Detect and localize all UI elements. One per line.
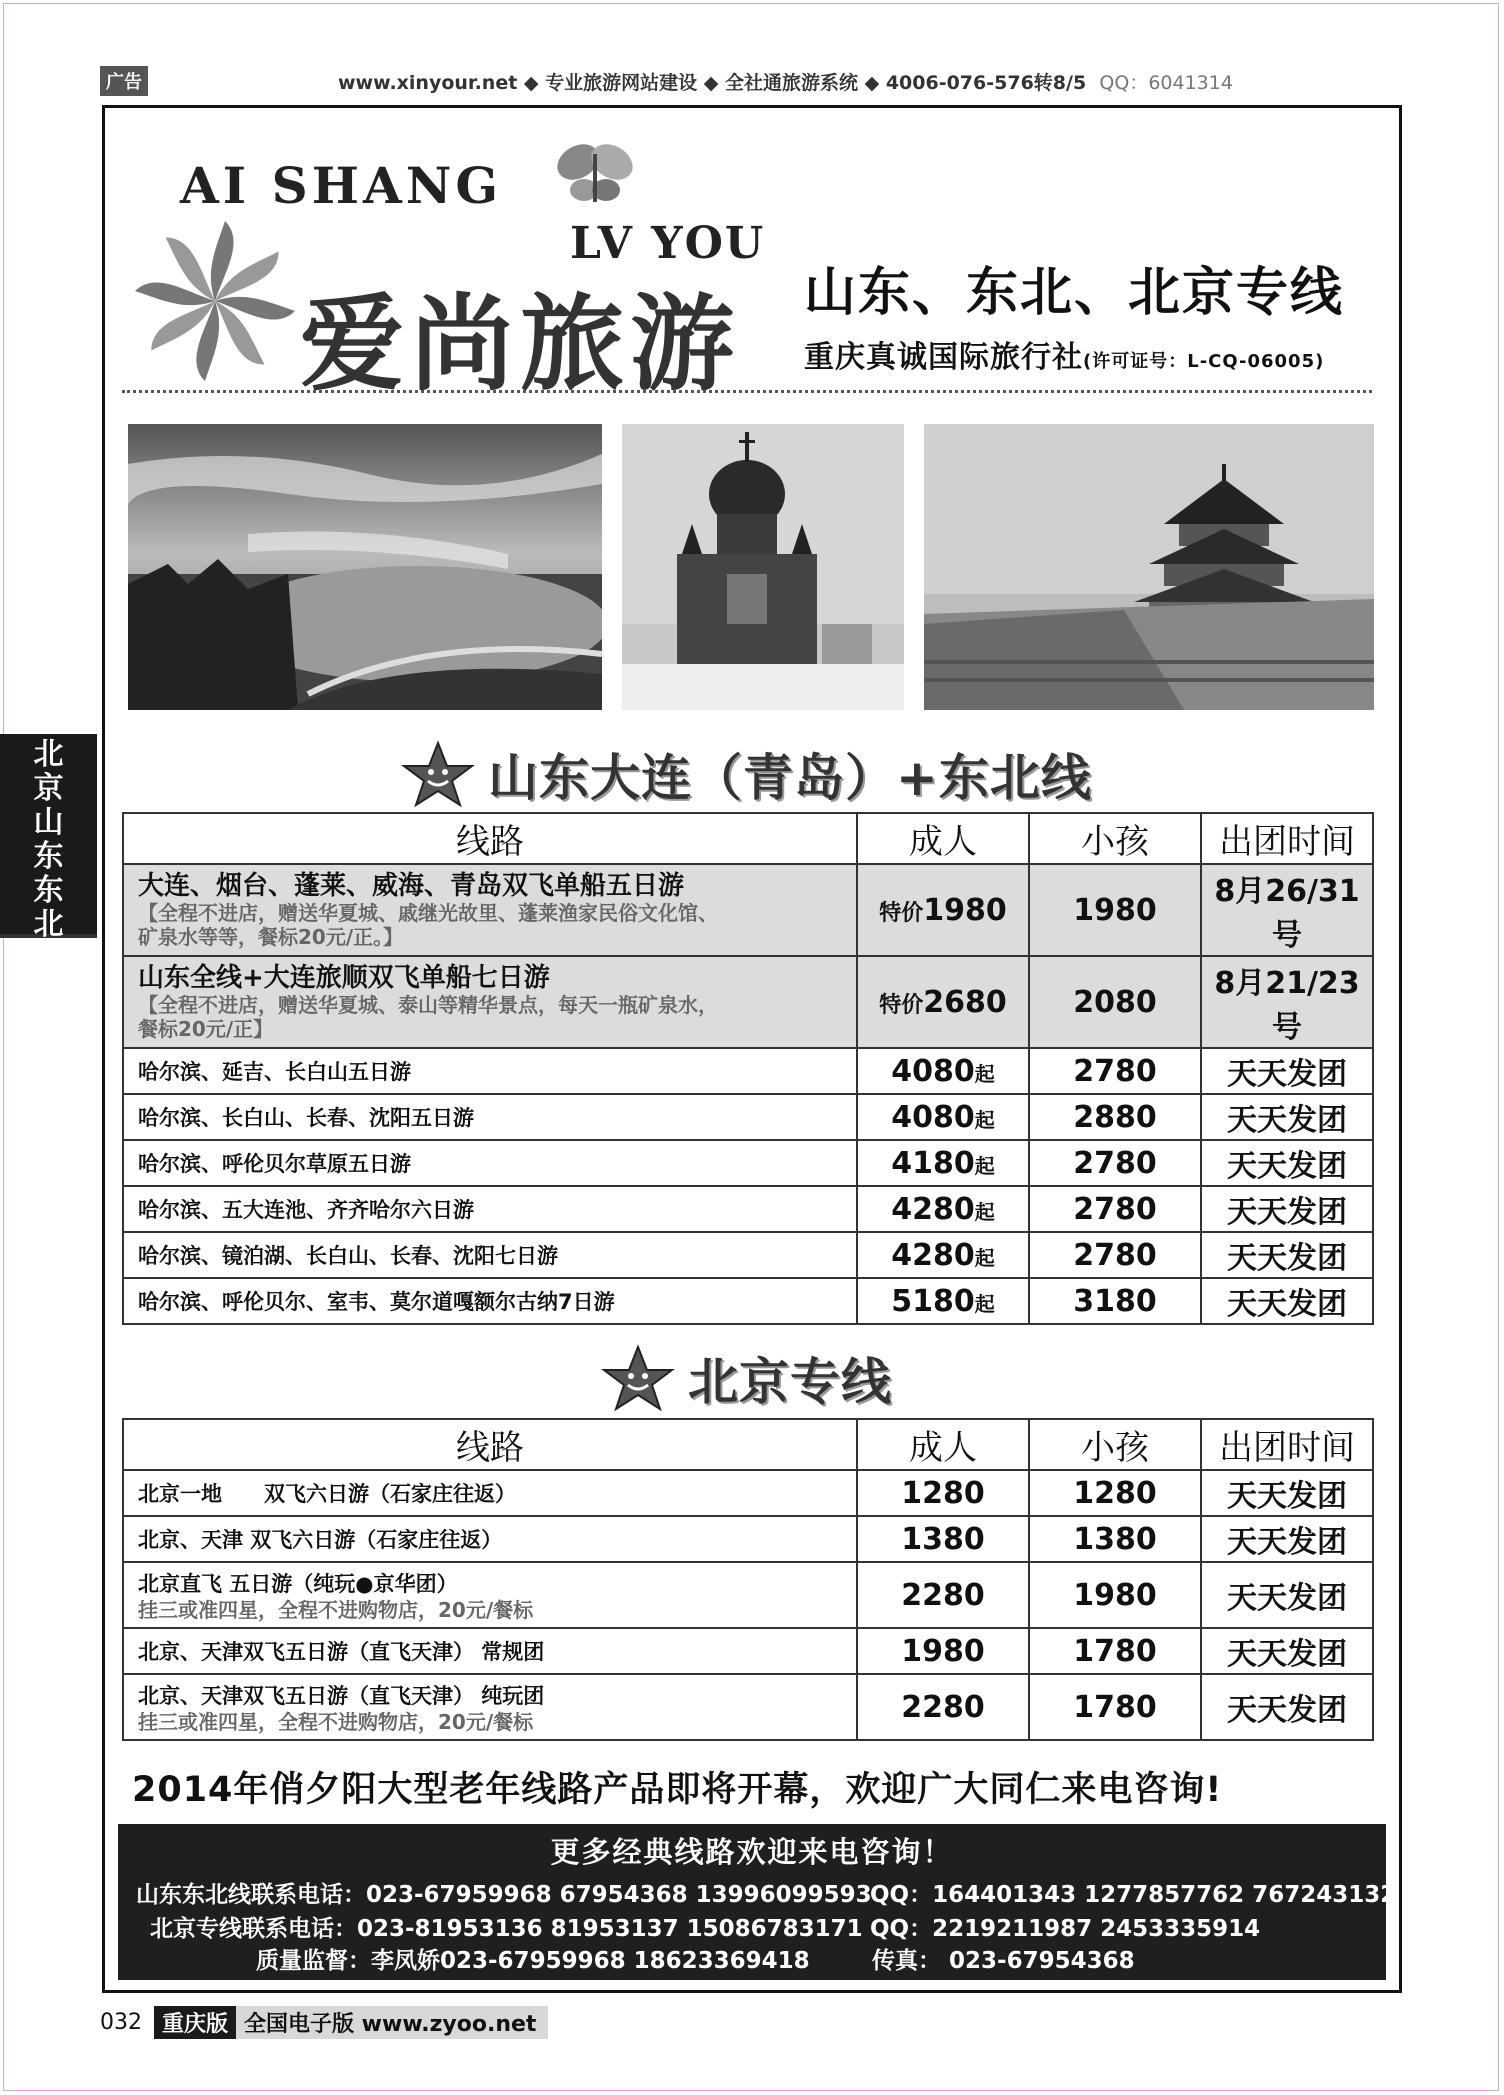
temple-of-heaven-photo — [924, 424, 1374, 710]
route-name: 哈尔滨、长白山、长春、沈阳五日游 — [123, 1094, 857, 1140]
child-price: 3180 — [1029, 1278, 1201, 1324]
child-price: 2780 — [1029, 1048, 1201, 1094]
adult-price-value: 4280 — [891, 1191, 975, 1227]
logo-english-bottom: LV YOU — [570, 218, 766, 269]
logo-english-top: AI SHANG — [180, 156, 503, 215]
section-title-text: 北京专线 — [688, 1353, 892, 1411]
departure-date: 8月21/23号 — [1201, 956, 1373, 1048]
table-row — [123, 956, 1373, 1048]
top-bar-text — [338, 68, 1233, 95]
adult-price-value: 2680 — [923, 984, 1007, 1020]
child-price: 2880 — [1029, 1094, 1201, 1140]
top-bar-services: www.xinyour.net ◆ 专业旅游网站建设 ◆ 全社通旅游系统 ◆ 4006-076-576转8/5 — [338, 71, 1087, 94]
smiley-star-icon — [400, 739, 476, 809]
table-row — [123, 1048, 1373, 1094]
side-tab-char: 东 — [33, 873, 64, 908]
contact-qq-shandong: QQ：164401343 1277857762 767243132 — [870, 1882, 1397, 1908]
header-date: 出团时间 — [1201, 1419, 1373, 1470]
contact-phones: 023-81953136 81953137 15086783171 — [357, 1916, 863, 1942]
route-name: 北京、天津 双飞六日游（石家庄往返） — [123, 1516, 857, 1562]
flower-icon — [130, 216, 300, 386]
table-row — [123, 1516, 1373, 1562]
contact-label: 山东东北线联系电话： — [136, 1882, 366, 1908]
adult-price: 1380 — [857, 1516, 1029, 1562]
route-note: 矿泉水等等，餐标20元/正。】 — [138, 925, 404, 949]
departure-date: 天天发团 — [1201, 1140, 1373, 1186]
departure-date: 天天发团 — [1201, 1470, 1373, 1516]
license-number: (许可证号：L-CQ-06005) — [1083, 351, 1325, 372]
contact-phones: 李凤娇023-67959968 18623369418 — [371, 1948, 810, 1974]
price-suffix: 起 — [974, 1245, 995, 1270]
table-header-row — [123, 813, 1373, 864]
adult-price: 1280 — [857, 1470, 1029, 1516]
child-price: 1280 — [1029, 1470, 1201, 1516]
route-table-shandong — [122, 812, 1374, 1325]
header-date: 出团时间 — [1201, 813, 1373, 864]
table-row — [123, 1140, 1373, 1186]
contact-label: 北京专线联系电话： — [150, 1916, 357, 1942]
side-tab-char: 北 — [33, 737, 64, 772]
adult-price — [857, 1278, 1029, 1324]
contact-phones: 023-67959968 67954368 13996099593 — [366, 1882, 872, 1908]
contact-line-shandong — [136, 1876, 872, 1909]
contact-title: 更多经典线路欢迎来电咨询！ — [550, 1835, 954, 1869]
table-row — [123, 1094, 1373, 1140]
departure-date: 天天发团 — [1201, 1628, 1373, 1674]
contact-qq-beijing: QQ：2219211987 2453335914 — [870, 1916, 1261, 1942]
section-title-shandong — [400, 738, 1092, 810]
side-tab-char: 北 — [33, 907, 64, 942]
page-footer — [100, 2006, 548, 2038]
adult-price — [857, 1232, 1029, 1278]
route-cell — [123, 1674, 857, 1740]
adult-price: 2280 — [857, 1562, 1029, 1628]
child-price: 1980 — [1029, 1562, 1201, 1628]
route-note: 挂三或准四星，全程不进购物店，20元/餐标 — [138, 1710, 534, 1734]
table-row — [123, 864, 1373, 956]
child-price: 1780 — [1029, 1628, 1201, 1674]
table-row — [123, 1628, 1373, 1674]
butterfly-icon — [550, 130, 640, 220]
departure-date: 天天发团 — [1201, 1562, 1373, 1628]
adult-price-value: 5180 — [891, 1283, 975, 1319]
adult-price — [857, 1048, 1029, 1094]
adult-price-value: 4280 — [891, 1237, 975, 1273]
price-suffix: 起 — [974, 1107, 995, 1132]
departure-date: 天天发团 — [1201, 1674, 1373, 1740]
header-route: 线路 — [123, 1419, 857, 1470]
footer-site: 全国电子版 www.zyoo.net — [236, 2006, 548, 2039]
route-name: 哈尔滨、延吉、长白山五日游 — [123, 1048, 857, 1094]
adult-price: 1980 — [857, 1628, 1029, 1674]
top-bar — [100, 66, 1400, 96]
price-suffix: 起 — [974, 1153, 995, 1178]
price-suffix: 起 — [974, 1199, 995, 1224]
header-child: 小孩 — [1029, 1419, 1201, 1470]
child-price: 1980 — [1029, 864, 1201, 956]
price-suffix: 起 — [974, 1291, 995, 1316]
departure-date: 天天发团 — [1201, 1186, 1373, 1232]
side-tab-char: 京 — [33, 771, 64, 806]
adult-price — [857, 1186, 1029, 1232]
header-route: 线路 — [123, 813, 857, 864]
adult-price-value: 4080 — [891, 1099, 975, 1135]
table-header-row — [123, 1419, 1373, 1470]
header-adult: 成人 — [857, 813, 1029, 864]
adult-price-value: 4080 — [891, 1053, 975, 1089]
contact-box — [118, 1824, 1397, 1980]
agency-title: 重庆真诚国际旅行社 — [804, 340, 1083, 375]
route-note: 【全程不进店，赠送华夏城、戚继光故里、蓬莱渔家民俗文化馆、 — [138, 901, 718, 925]
route-name: 哈尔滨、五大连池、齐齐哈尔六日游 — [123, 1186, 857, 1232]
departure-date: 天天发团 — [1201, 1232, 1373, 1278]
route-cell — [123, 864, 857, 956]
slogan: 山东、东北、北京专线 — [804, 263, 1345, 323]
adult-price — [857, 1094, 1029, 1140]
route-cell — [123, 1562, 857, 1628]
table-row — [123, 1278, 1373, 1324]
route-name: 哈尔滨、呼伦贝尔、室韦、莫尔道嘎额尔古纳7日游 — [123, 1278, 857, 1324]
side-tab-char: 东 — [33, 839, 64, 874]
child-price: 2780 — [1029, 1140, 1201, 1186]
adult-price — [857, 1140, 1029, 1186]
child-price: 1380 — [1029, 1516, 1201, 1562]
route-note: 挂三或准四星，全程不进购物店，20元/餐标 — [138, 1598, 534, 1622]
agency-name — [804, 332, 1324, 376]
price-suffix: 起 — [974, 1061, 995, 1086]
promo-banner: 2014年俏夕阳大型老年线路产品即将开幕，欢迎广大同仁来电咨询! — [132, 1770, 1223, 1810]
route-cell — [123, 956, 857, 1048]
side-tab — [0, 734, 97, 942]
route-name: 哈尔滨、呼伦贝尔草原五日游 — [123, 1140, 857, 1186]
route-table-beijing — [122, 1418, 1374, 1741]
price-prefix: 特价 — [879, 992, 924, 1018]
departure-date: 8月26/31号 — [1201, 864, 1373, 956]
logo-chinese: 爱尚旅游 — [300, 283, 741, 405]
child-price: 2780 — [1029, 1186, 1201, 1232]
route-note: 餐标20元/正】 — [138, 1017, 274, 1041]
adult-price-value: 1980 — [923, 892, 1007, 928]
contact-line-quality — [256, 1942, 810, 1975]
table-row — [123, 1470, 1373, 1516]
smiley-star-icon — [600, 1343, 676, 1413]
logo — [120, 120, 800, 405]
table-row — [123, 1186, 1373, 1232]
contact-label: 质量监督： — [256, 1948, 371, 1974]
child-price: 2080 — [1029, 956, 1201, 1048]
edition-badge: 重庆版 — [154, 2006, 236, 2039]
contact-line-beijing — [150, 1910, 863, 1943]
route-name: 北京直飞 五日游（纯玩●京华团） — [138, 1572, 458, 1596]
child-price: 2780 — [1029, 1232, 1201, 1278]
side-tab-char: 山 — [33, 805, 64, 840]
route-name: 大连、烟台、蓬莱、威海、青岛双飞单船五日游 — [138, 871, 685, 901]
route-name: 山东全线+大连旅顺双飞单船七日游 — [138, 963, 550, 993]
adult-price-value: 4180 — [891, 1145, 975, 1181]
section-title-beijing — [600, 1342, 892, 1414]
route-name: 哈尔滨、镜泊湖、长白山、长春、沈阳七日游 — [123, 1232, 857, 1278]
cathedral-photo — [622, 424, 904, 710]
table-row — [123, 1232, 1373, 1278]
header-adult: 成人 — [857, 1419, 1029, 1470]
table-row — [123, 1674, 1373, 1740]
contact-fax: 传真： 023-67954368 — [872, 1948, 1135, 1974]
price-prefix: 特价 — [879, 900, 924, 926]
ad-tag: 广告 — [100, 66, 148, 96]
route-note: 【全程不进店，赠送华夏城、泰山等精华景点，每天一瓶矿泉水， — [138, 993, 718, 1017]
route-name: 北京、天津双飞五日游（直飞天津） 纯玩团 — [138, 1684, 545, 1708]
header-child: 小孩 — [1029, 813, 1201, 864]
route-name: 北京一地 双飞六日游（石家庄往返） — [123, 1470, 857, 1516]
top-bar-qq: QQ：6041314 — [1099, 71, 1233, 94]
divider — [122, 390, 1372, 393]
departure-date: 天天发团 — [1201, 1516, 1373, 1562]
table-row — [123, 1562, 1373, 1628]
coastal-city-photo — [128, 424, 602, 710]
departure-date: 天天发团 — [1201, 1278, 1373, 1324]
adult-price — [857, 956, 1029, 1048]
page-number: 032 — [100, 2009, 142, 2035]
adult-price: 2280 — [857, 1674, 1029, 1740]
section-title-text: 山东大连（青岛）+东北线 — [488, 749, 1092, 807]
route-name: 北京、天津双飞五日游（直飞天津） 常规团 — [123, 1628, 857, 1674]
departure-date: 天天发团 — [1201, 1094, 1373, 1140]
child-price: 1780 — [1029, 1674, 1201, 1740]
departure-date: 天天发团 — [1201, 1048, 1373, 1094]
adult-price — [857, 864, 1029, 956]
